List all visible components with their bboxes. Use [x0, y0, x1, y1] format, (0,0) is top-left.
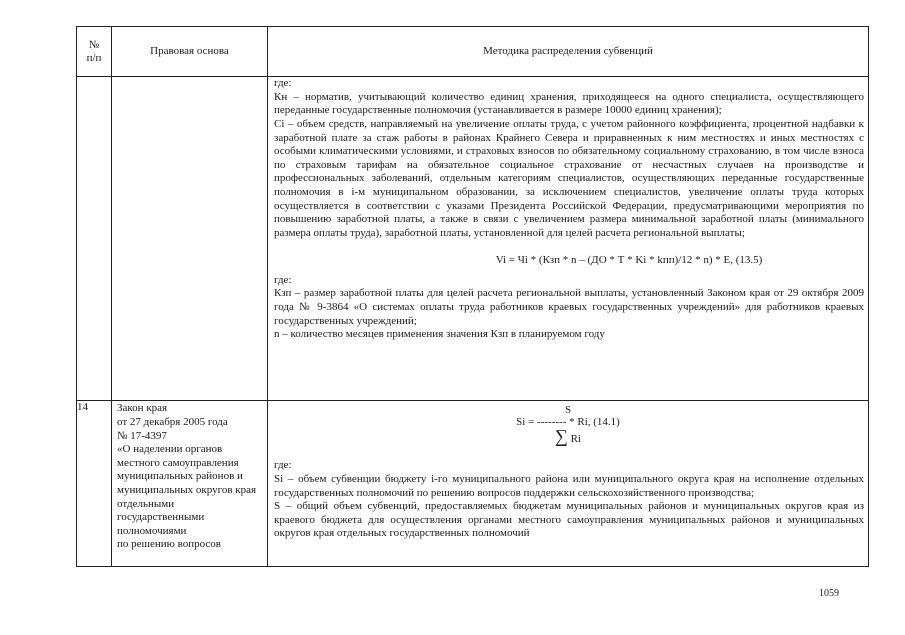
- paragraph: Кн – норматив, учитывающий количество единиц хранения, приходящееся на одного специалиста, осуществляющего переданные государственные полномочия (устанавливается в размере 10000 единиц хранения);: [274, 90, 864, 117]
- formula-13-5: Vi = Чi * (Кзп * n – (ДО * Т * Ki * kпп)/12 * n) * E, (13.5): [495, 254, 763, 267]
- header-number-label: № п/п: [86, 38, 102, 64]
- paragraph: Кзп – размер заработной платы для целей расчета региональной выплаты, установленный Законом края от 29 октября 2009 года № 9-3864 «О системах оплаты труда работников краевых государственных учреждений» для работников краевых государственных учреждений;: [274, 287, 864, 327]
- paragraph: S – общий объем субвенций, предоставляемых бюджетам муниципальных районов и муниципальных округов края из краевого бюджета для осуществления органами местного самоуправления муниципальных районов и муниципальных округов края отдельных государственных полномочий: [274, 500, 864, 540]
- row2-method-cell: [268, 401, 869, 567]
- row2-law-cell: [112, 401, 268, 567]
- paragraph: n – количество месяцев применения значения Кзп в планируемом году: [274, 328, 605, 341]
- paragraph: Si – объем субвенции бюджету i-го муниципального района или муниципального округа края на исполнение отдельных государственных полномочий по решению вопросов поддержки сельскохозяйственного производства;: [274, 472, 864, 499]
- formula-14-1: [268, 401, 868, 445]
- law-line: Закон края: [117, 402, 168, 415]
- table-row: [77, 401, 869, 567]
- formula-numerator: S: [564, 404, 572, 417]
- formula-denominator-term: Ri: [570, 433, 581, 446]
- law-line: от 27 декабря 2005 года: [117, 415, 228, 428]
- header-legal-basis: Правовая основа: [112, 27, 268, 77]
- row1-number-cell: [77, 77, 112, 401]
- formula-main: Si = -------- * Ri, (14.1): [516, 416, 620, 429]
- subvention-table: [76, 26, 869, 567]
- page-number: 1059: [819, 588, 839, 599]
- row1-method-cell: [268, 77, 869, 401]
- row1-law-cell: [112, 77, 268, 401]
- law-line: «О наделении органов местного самоуправления муниципальных районов и муниципальных округов края отдельными государственными полномочиями: [117, 443, 257, 537]
- header-number: [77, 27, 112, 77]
- paragraph: Сi – объем средств, направляемый на увеличение оплаты труда, с учетом районного коэффициента, процентной надбавки к заработной плате за стаж работы в районах Крайнего Севера и приравненных к ним местностях и иных местностях с особыми климатическими условиями, и страховых взносов по обязательному социальному страхованию, в том числе взноса по страховым тарифам на обязательное социальное страхование от несчастных случаев на производстве и профессиональных заболеваний, отдельным категориям специалистов, осуществляющих переданные государственные полномочия в i-м муниципальном образовании, за исключением специалистов, увеличение оплаты труда которых осуществляется в соответствии с указами Президента Российской Федерации, предусматривающими мероприятия по повышению заработной платы, а также в связи с увеличением размера минимальной заработной платы (минимального размера оплаты труда), заработной платы, установленной для целей расчета региональной выплаты;: [274, 117, 864, 239]
- formula-denominator: [268, 428, 868, 445]
- paragraph: где:: [274, 273, 292, 286]
- row2-number-cell: 14: [77, 401, 112, 567]
- row2-law-text: [112, 401, 267, 552]
- paragraph: где:: [274, 77, 292, 90]
- row2-method-text: [268, 459, 868, 541]
- table-header-row: [77, 27, 869, 77]
- sum-symbol: ∑: [555, 426, 568, 447]
- paragraph: где:: [274, 459, 292, 472]
- law-line: № 17-4397: [117, 429, 167, 442]
- table-row: [77, 77, 869, 401]
- row1-method-text: [268, 77, 868, 342]
- law-line: по решению вопросов: [117, 538, 221, 551]
- spacer: [268, 445, 868, 459]
- header-method: Методика распределения субвенций: [268, 27, 869, 77]
